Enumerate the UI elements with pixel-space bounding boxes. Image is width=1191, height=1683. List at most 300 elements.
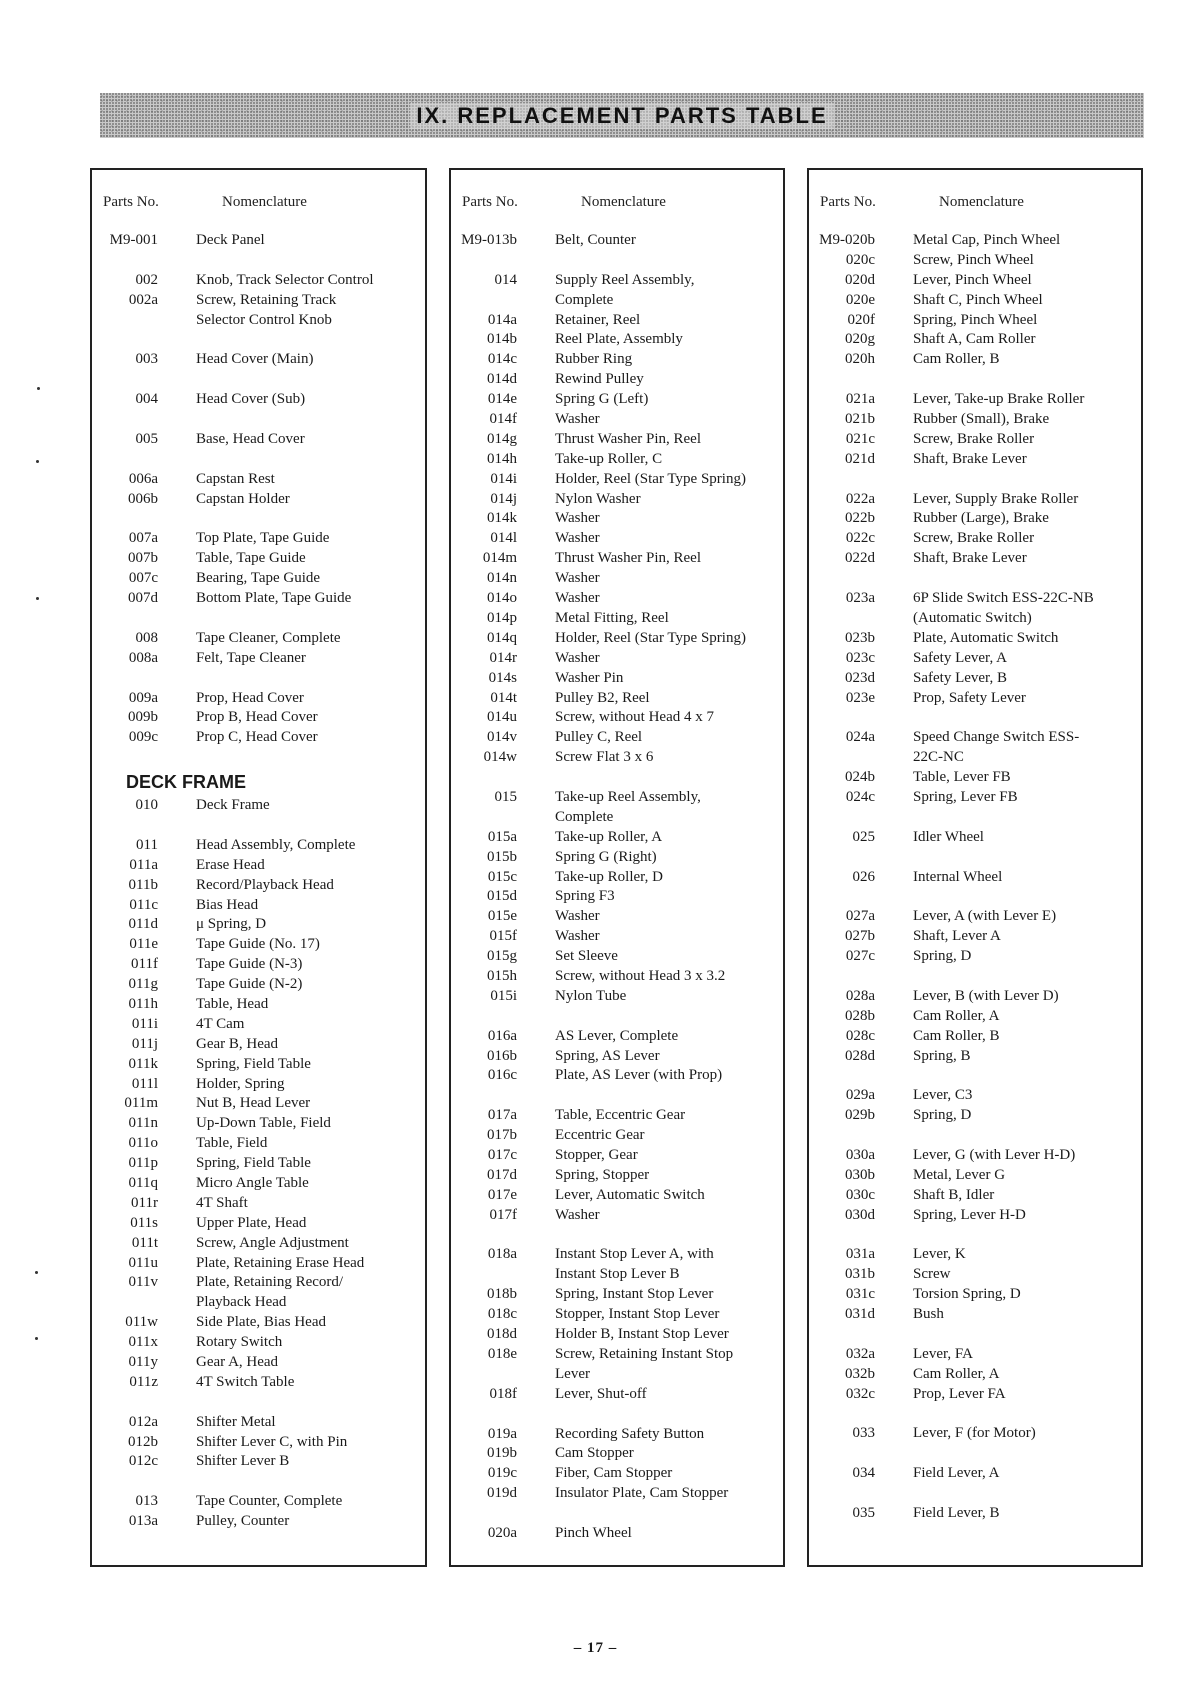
part-number: 018f (489, 1385, 517, 1402)
parts-row (92, 1015, 425, 1035)
parts-row (451, 231, 783, 251)
part-number: 006a (128, 470, 158, 487)
part-number: 033 (852, 1425, 875, 1442)
parts-row (92, 856, 425, 876)
part-nomenclature: Take-up Reel Assembly, Complete (555, 788, 701, 825)
part-number: 021d (845, 450, 875, 467)
parts-row (92, 1194, 425, 1214)
parts-row (92, 728, 425, 748)
parts-row (809, 1424, 1141, 1444)
parts-list (451, 231, 783, 1544)
parts-row (92, 350, 425, 370)
part-number: 014p (487, 609, 517, 626)
parts-row (451, 848, 783, 868)
part-number: 011p (128, 1155, 158, 1172)
part-number: 017d (487, 1166, 517, 1183)
part-number: 022b (845, 510, 875, 527)
part-nomenclature: Prop, Head Cover (196, 689, 304, 706)
part-nomenclature: Spring F3 (555, 888, 615, 905)
row-spacer (92, 330, 425, 350)
parts-row (451, 887, 783, 907)
part-nomenclature: Bush (913, 1306, 944, 1323)
part-nomenclature: Thrust Washer Pin, Reel (555, 550, 701, 567)
part-nomenclature: Head Cover (Sub) (196, 391, 306, 408)
part-nomenclature: Spring G (Left) (555, 391, 649, 408)
parts-row (809, 987, 1141, 1007)
part-nomenclature: Prop, Lever FA (913, 1385, 1006, 1402)
parts-row (451, 987, 783, 1007)
part-number: 025 (852, 828, 875, 845)
part-nomenclature: Table, Tape Guide (196, 550, 306, 567)
part-number: 032c (845, 1385, 875, 1402)
parts-row (92, 975, 425, 995)
parts-row (809, 311, 1141, 331)
part-number: 020a (487, 1524, 517, 1541)
part-number: 011c (129, 896, 158, 913)
part-number: 014u (487, 709, 517, 726)
parts-row (451, 569, 783, 589)
part-nomenclature: Shaft, Lever A (913, 928, 1001, 945)
parts-row (809, 728, 1141, 768)
part-nomenclature: Take-up Roller, C (555, 450, 663, 467)
parts-row (809, 788, 1141, 808)
part-nomenclature: μ Spring, D (196, 916, 267, 933)
parts-row (92, 589, 425, 609)
parts-row (809, 1464, 1141, 1484)
row-spacer (451, 1226, 783, 1246)
parts-row (92, 689, 425, 709)
parts-row (451, 1066, 783, 1086)
parts-row (809, 1285, 1141, 1305)
row-spacer (451, 1405, 783, 1425)
part-number: 007b (128, 550, 158, 567)
part-nomenclature: Safety Lever, B (913, 669, 1007, 686)
part-nomenclature: Screw, Brake Roller (913, 530, 1035, 547)
parts-row (451, 390, 783, 410)
part-nomenclature: Screw, Brake Roller (913, 430, 1035, 447)
part-nomenclature: Prop B, Head Cover (196, 709, 318, 726)
part-number: 011z (129, 1373, 158, 1390)
page-title: IX. REPLACEMENT PARTS TABLE (410, 103, 833, 129)
part-number: 020c (845, 251, 875, 268)
part-number: 002 (135, 271, 158, 288)
parts-row (451, 609, 783, 629)
part-nomenclature: Lever, Supply Brake Roller (913, 490, 1079, 507)
part-number: 008 (135, 629, 158, 646)
part-number: 014 (494, 271, 517, 288)
part-nomenclature: Belt, Counter (555, 232, 636, 248)
part-number: 020e (845, 291, 875, 308)
part-nomenclature: Base, Head Cover (196, 430, 305, 447)
parts-row (92, 935, 425, 955)
header-parts-no: Parts No. (462, 194, 518, 210)
part-number: 011v (128, 1274, 158, 1291)
part-nomenclature: Screw, Retaining Instant Stop Lever (555, 1345, 734, 1382)
part-number: 032a (845, 1345, 875, 1362)
parts-row (92, 1094, 425, 1114)
part-nomenclature: Lever, Pinch Wheel (913, 271, 1032, 288)
part-number: 020h (845, 351, 875, 368)
parts-column-1 (90, 168, 427, 1567)
part-number: 015d (487, 888, 517, 905)
parts-row (451, 927, 783, 947)
parts-row (451, 748, 783, 768)
parts-row (451, 490, 783, 510)
part-number: 009b (128, 709, 158, 726)
parts-row (809, 330, 1141, 350)
parts-row (451, 1027, 783, 1047)
row-spacer (809, 1444, 1141, 1464)
part-nomenclature: Tape Guide (N-3) (196, 956, 303, 973)
part-nomenclature: Supply Reel Assembly, Complete (555, 271, 695, 308)
part-number: 014i (490, 470, 517, 487)
part-nomenclature: Rubber Ring (555, 351, 633, 368)
part-nomenclature: Tape Cleaner, Complete (196, 629, 341, 646)
parts-row (809, 271, 1141, 291)
part-nomenclature: Shaft B, Idler (913, 1186, 995, 1203)
part-nomenclature: Spring, Lever FB (913, 788, 1018, 805)
part-nomenclature: Head Assembly, Complete (196, 836, 356, 853)
parts-row (809, 927, 1141, 947)
parts-row (451, 947, 783, 967)
part-number: 019c (487, 1465, 517, 1482)
page-number: – 17 – (573, 1640, 618, 1656)
part-nomenclature: Washer (555, 928, 600, 945)
row-spacer (809, 808, 1141, 828)
part-number: 020d (845, 271, 875, 288)
part-nomenclature: Deck Panel (196, 232, 265, 248)
parts-row (92, 876, 425, 896)
parts-row (451, 1524, 783, 1544)
part-nomenclature: Deck Frame (196, 797, 270, 814)
row-spacer (809, 708, 1141, 728)
part-number: 018a (487, 1246, 517, 1263)
part-number: 007d (128, 590, 158, 607)
parts-row (451, 1325, 783, 1345)
part-nomenclature: Recording Safety Button (555, 1425, 705, 1442)
part-number: 023d (845, 669, 875, 686)
parts-row (92, 649, 425, 669)
part-number: 011m (124, 1095, 158, 1112)
part-nomenclature: Screw, Retaining Track Selector Control Knob (196, 291, 337, 328)
parts-row (451, 1385, 783, 1405)
part-nomenclature: Knob, Track Selector Control (196, 271, 374, 288)
part-nomenclature: Spring, Field Table (196, 1155, 311, 1172)
part-number: M9-001 (109, 232, 158, 248)
title-banner (100, 93, 1144, 138)
part-nomenclature: Torsion Spring, D (913, 1286, 1021, 1303)
part-number: 011q (128, 1174, 158, 1191)
part-number: 030b (845, 1166, 875, 1183)
part-nomenclature: Upper Plate, Head (196, 1214, 307, 1231)
parts-row (809, 1106, 1141, 1126)
part-number: 014a (487, 311, 517, 328)
parts-row (451, 1166, 783, 1186)
part-number: 031d (845, 1306, 875, 1323)
row-spacer (809, 569, 1141, 589)
row-spacer (451, 251, 783, 271)
parts-row (451, 1444, 783, 1464)
parts-row (92, 708, 425, 728)
row-spacer (809, 1484, 1141, 1504)
part-number: 011g (128, 976, 158, 993)
parts-row (451, 350, 783, 370)
part-nomenclature: Lever, A (with Lever E) (913, 908, 1057, 925)
part-nomenclature: Rotary Switch (196, 1334, 283, 1351)
parts-row (92, 569, 425, 589)
part-number: 007a (128, 530, 158, 547)
parts-row (809, 1186, 1141, 1206)
part-nomenclature: Eccentric Gear (555, 1127, 645, 1144)
part-number: 008a (128, 649, 158, 666)
parts-row (809, 1027, 1141, 1047)
parts-row (451, 828, 783, 848)
part-nomenclature: Side Plate, Bias Head (196, 1314, 326, 1331)
parts-row (451, 470, 783, 490)
part-number: 029a (845, 1087, 875, 1104)
part-number: 011u (128, 1254, 158, 1271)
part-nomenclature: Spring, AS Lever (555, 1047, 660, 1064)
part-number: 011b (128, 876, 158, 893)
part-number: 027b (845, 928, 875, 945)
part-number: 014b (487, 331, 517, 348)
part-number: 018e (487, 1345, 517, 1362)
parts-row (809, 350, 1141, 370)
part-number: 019a (487, 1425, 517, 1442)
part-number: 014s (488, 669, 517, 686)
part-nomenclature: Reel Plate, Assembly (555, 331, 683, 348)
parts-list (92, 231, 425, 1532)
part-nomenclature: Nylon Washer (555, 490, 641, 507)
parts-row (451, 271, 783, 311)
part-nomenclature: Shaft, Brake Lever (913, 450, 1027, 467)
part-nomenclature: Lever, B (with Lever D) (913, 987, 1059, 1004)
part-nomenclature: Tape Counter, Complete (196, 1493, 343, 1510)
part-number: 021c (845, 430, 875, 447)
parts-row (809, 1385, 1141, 1405)
parts-row (92, 629, 425, 649)
parts-row (451, 370, 783, 390)
column-header (451, 194, 783, 214)
part-number: 030a (845, 1147, 875, 1163)
part-nomenclature: Erase Head (196, 856, 265, 873)
part-nomenclature: Spring, B (913, 1047, 971, 1064)
part-number: 016a (487, 1027, 517, 1044)
row-spacer (809, 1405, 1141, 1425)
part-nomenclature: Fiber, Cam Stopper (555, 1465, 673, 1482)
part-nomenclature: Lever, K (913, 1246, 966, 1263)
part-nomenclature: Spring, Lever H-D (913, 1206, 1026, 1223)
parts-row (92, 1114, 425, 1134)
parts-row (92, 1055, 425, 1075)
part-nomenclature: Screw, Pinch Wheel (913, 251, 1034, 268)
parts-row (92, 549, 425, 569)
parts-row (809, 1007, 1141, 1027)
part-nomenclature: Holder, Reel (Star Type Spring) (555, 629, 746, 646)
part-nomenclature: Screw, Angle Adjustment (196, 1234, 349, 1251)
part-number: 011t (131, 1234, 158, 1251)
part-nomenclature: Table, Head (196, 995, 269, 1012)
parts-row (92, 1333, 425, 1353)
parts-row (451, 1186, 783, 1206)
parts-row (451, 728, 783, 748)
part-nomenclature: 4T Cam (196, 1015, 245, 1032)
parts-row (451, 549, 783, 569)
parts-row (451, 1345, 783, 1385)
parts-row (809, 947, 1141, 967)
part-nomenclature: Table, Field (196, 1135, 268, 1152)
part-number: 017e (487, 1186, 517, 1203)
parts-column-2 (449, 168, 785, 1567)
part-nomenclature: Holder B, Instant Stop Lever (555, 1326, 729, 1343)
part-number: 014q (487, 629, 517, 646)
part-nomenclature: Washer (555, 570, 600, 587)
part-nomenclature: Washer (555, 908, 600, 925)
header-nomenclature: Nomenclature (581, 194, 666, 210)
row-spacer (92, 370, 425, 390)
parts-row (809, 390, 1141, 410)
parts-row (451, 430, 783, 450)
parts-row (92, 1254, 425, 1274)
parts-row (451, 330, 783, 350)
part-number: 012b (128, 1433, 158, 1450)
parts-row (451, 1484, 783, 1504)
part-number: M9-020b (819, 232, 875, 248)
column-header (809, 194, 1141, 214)
scan-speck (36, 597, 39, 600)
parts-row (451, 311, 783, 331)
part-number: 019d (487, 1485, 517, 1502)
part-number: 011d (128, 916, 158, 933)
part-number: 004 (135, 391, 158, 408)
part-nomenclature: 4T Shaft (196, 1194, 248, 1211)
part-nomenclature: Cam Roller, A (913, 1007, 1000, 1024)
parts-row (92, 1234, 425, 1254)
parts-row (451, 708, 783, 728)
part-nomenclature: Washer (555, 590, 600, 607)
part-nomenclature: Spring, Instant Stop Lever (555, 1286, 714, 1303)
part-number: 009a (128, 689, 158, 706)
part-nomenclature: Screw Flat 3 x 6 (555, 749, 654, 766)
part-number: 016b (487, 1047, 517, 1064)
part-nomenclature: Plate, Retaining Erase Head (196, 1254, 365, 1271)
part-nomenclature: AS Lever, Complete (555, 1027, 679, 1044)
part-nomenclature: Shifter Lever B (196, 1453, 290, 1470)
parts-row (451, 1425, 783, 1445)
part-number: 015g (487, 948, 517, 965)
part-number: 029b (845, 1107, 875, 1124)
part-nomenclature: Head Cover (Main) (196, 351, 314, 368)
part-number: 031c (845, 1286, 875, 1303)
parts-row (809, 231, 1141, 251)
scan-speck (36, 460, 39, 463)
part-number: 028d (845, 1047, 875, 1064)
parts-row (92, 271, 425, 291)
part-number: 017b (487, 1127, 517, 1144)
parts-row (809, 1345, 1141, 1365)
parts-row (809, 549, 1141, 569)
part-number: 015b (487, 848, 517, 865)
parts-row (451, 1245, 783, 1285)
row-spacer (92, 251, 425, 271)
part-number: 022a (845, 490, 875, 507)
scan-speck (35, 1271, 38, 1274)
part-number: 024b (845, 769, 875, 786)
part-nomenclature: Spring, Pinch Wheel (913, 311, 1038, 328)
part-nomenclature: Set Sleeve (555, 948, 618, 965)
part-nomenclature: Pulley B2, Reel (555, 689, 650, 706)
part-number: 011n (128, 1115, 158, 1132)
part-number: 018b (487, 1286, 517, 1303)
row-spacer (809, 1126, 1141, 1146)
part-nomenclature: Rubber (Large), Brake (913, 510, 1049, 527)
parts-row (451, 967, 783, 987)
part-nomenclature: Cam Roller, B (913, 351, 1000, 368)
part-number: 028c (845, 1027, 875, 1044)
part-number: 028b (845, 1007, 875, 1024)
part-nomenclature: Plate, Retaining Record/ Playback Head (196, 1274, 344, 1311)
column-header (92, 194, 425, 214)
parts-row (451, 1285, 783, 1305)
part-nomenclature: Shaft A, Cam Roller (913, 331, 1036, 348)
part-nomenclature: Stopper, Instant Stop Lever (555, 1306, 720, 1323)
part-number: 023e (845, 689, 875, 706)
part-number: 014w (483, 749, 517, 766)
row-spacer (92, 1393, 425, 1413)
part-nomenclature: Bearing, Tape Guide (196, 570, 321, 587)
row-spacer (92, 450, 425, 470)
parts-row (451, 1146, 783, 1166)
part-nomenclature: Metal Cap, Pinch Wheel (913, 232, 1061, 248)
parts-row (92, 1313, 425, 1333)
parts-row (92, 1035, 425, 1055)
parts-row (451, 907, 783, 927)
part-number: 031b (845, 1266, 875, 1283)
part-nomenclature: Gear B, Head (196, 1035, 279, 1052)
part-nomenclature: Felt, Tape Cleaner (196, 649, 306, 666)
parts-row (809, 450, 1141, 470)
part-number: 034 (852, 1465, 875, 1482)
parts-row (92, 390, 425, 410)
row-spacer (809, 1226, 1141, 1246)
header-nomenclature: Nomenclature (222, 194, 307, 210)
part-number: 014o (487, 590, 517, 607)
part-nomenclature: Record/Playback Head (196, 876, 334, 893)
part-nomenclature: Washer (555, 530, 600, 547)
part-number: 006b (128, 490, 158, 507)
part-nomenclature: Tape Guide (N-2) (196, 976, 303, 993)
part-number: 014r (489, 649, 517, 666)
part-nomenclature: Shifter Lever C, with Pin (196, 1433, 348, 1450)
parts-row (809, 589, 1141, 629)
parts-row (451, 509, 783, 529)
part-nomenclature: 4T Switch Table (196, 1373, 295, 1390)
part-nomenclature: Lever, Automatic Switch (555, 1186, 705, 1203)
parts-row (451, 529, 783, 549)
parts-row (92, 1174, 425, 1194)
part-number: 017a (487, 1107, 517, 1124)
parts-list (809, 231, 1141, 1524)
part-number: 023b (845, 629, 875, 646)
part-number: 003 (135, 351, 158, 368)
part-number: 007c (128, 570, 158, 587)
parts-row (809, 689, 1141, 709)
scan-speck (35, 1337, 38, 1340)
row-spacer (809, 848, 1141, 868)
part-number: 020f (847, 311, 875, 328)
parts-row (92, 1413, 425, 1433)
row-spacer (451, 1504, 783, 1524)
